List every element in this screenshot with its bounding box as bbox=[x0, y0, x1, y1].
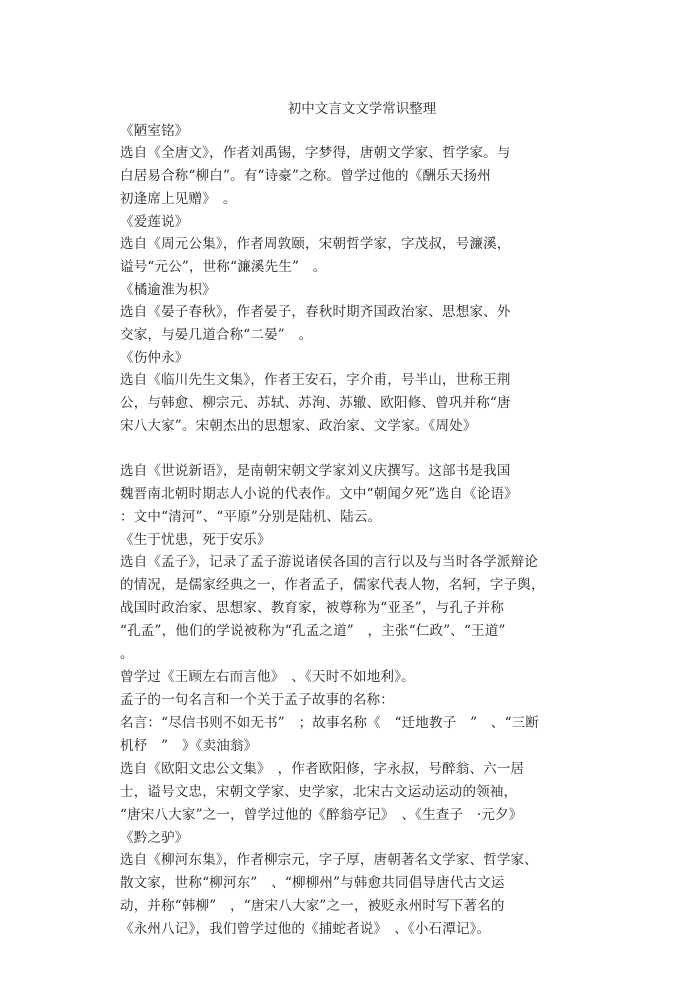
text-line: “唐宋八大家”之一，曾学过他的《醉翁亭记》 、《生查子 ·元夕》 bbox=[120, 807, 523, 823]
text-line: 士，谥号文忠，宋朝文学家、史学家，北宋古文运动运动的领袖， bbox=[120, 784, 518, 800]
text-line: 谥号“元公”，世称“濂溪先生” 。 bbox=[120, 259, 327, 275]
heading-qian-zhi-lv: 《黔之驴》 bbox=[120, 830, 189, 846]
heading-ju-yu-huai-wei-zhi: 《橘逾淮为枳》 bbox=[120, 282, 216, 298]
heading-ai-lian-shuo: 《爱莲说》 bbox=[120, 214, 189, 230]
heading-lou-shi-ming: 《陋室铭》 bbox=[120, 123, 189, 139]
text-line: 的情况，是儒家经典之一，作者孟子，儒家代表人物，名轲，字子舆， bbox=[120, 577, 545, 593]
blank-line bbox=[120, 438, 590, 460]
document-title: 初中文言文文学常识整理 bbox=[287, 101, 437, 117]
text-line: 。 bbox=[120, 646, 134, 662]
text-line: 选自《周元公集》，作者周敦颐，宋朝哲学家，字茂叔，号濂溪， bbox=[120, 236, 511, 252]
text-line: 散文家，世称“柳河东” 、“柳柳州”与韩愈共同倡导唐代古文运 bbox=[120, 875, 505, 891]
text-line: 选自《欧阳文忠公文集》 ，作者欧阳修，字永叔，号醉翁、六一居 bbox=[120, 761, 525, 777]
text-line: 战国时政治家、思想家、教育家，被尊称为“亚圣”，与孔子并称 bbox=[120, 600, 505, 616]
text-line: 选自《孟子》，记录了孟子游说诸侯各国的言行以及与当时各学派辩论 bbox=[120, 554, 538, 570]
text-line: 孟子的一句名言和一个关于孟子故事的名称： bbox=[120, 692, 394, 708]
text-line: 宋八大家”。宋朝杰出的思想家、政治家、文学家。《周处》 bbox=[120, 418, 477, 434]
text-line: 动，并称“韩柳” ，“唐宋八大家”之一，被贬永州时写下著名的 bbox=[120, 898, 505, 914]
text-line: 白居易合称“柳白”。有“诗豪”之称。曾学过他的《酬乐天扬州 bbox=[120, 168, 491, 184]
text-line: 选自《临川先生文集》，作者王安石，字介甫，号半山，世称王荆 bbox=[120, 372, 511, 388]
text-line: 选自《晏子春秋》，作者晏子，春秋时期齐国政治家、思想家、外 bbox=[120, 304, 511, 320]
text-line: 初逢席上见赠》 。 bbox=[120, 191, 237, 207]
text-line: 《永州八记》，我们曾学过他的《捕蛇者说》 、《小石潭记》。 bbox=[120, 921, 491, 937]
text-line: 选自《全唐文》，作者刘禹锡，字梦得，唐朝文学家、哲学家。与 bbox=[120, 145, 511, 161]
text-line: 机杼 ” 》《卖油翁》 bbox=[120, 738, 258, 754]
text-line: ：文中“清河”、“平原”分别是陆机、陆云。 bbox=[120, 509, 382, 525]
text-line: 曾学过《王顾左右而言他》 、《天时不如地利》。 bbox=[120, 669, 415, 685]
text-line: “孔孟”，他们的学说被称为“孔孟之道” ，主张“仁政”、“王道” bbox=[120, 623, 506, 639]
text-line: 公，与韩愈、柳宗元、苏轼、苏洵、苏辙、欧阳修、曾巩并称“唐 bbox=[120, 395, 511, 411]
text-line: 魏晋南北朝时期志人小说的代表作。文中“朝闻夕死”选自《论语》 bbox=[120, 486, 518, 502]
text-line: 选自《柳河东集》，作者柳宗元，字子厚，唐朝著名文学家、哲学家、 bbox=[120, 852, 538, 868]
heading-shang-zhong-yong: 《伤仲永》 bbox=[120, 350, 189, 366]
heading-sheng-yu-you-huan: 《生于忧患，死于安乐》 bbox=[120, 532, 271, 548]
document-page bbox=[120, 98, 590, 941]
text-line: 交家，与晏几道合称“二晏” 。 bbox=[120, 327, 313, 343]
text-line: 名言：“尽信书则不如无书” ；故事名称《 “迁地教子 ” 、“三断 bbox=[120, 715, 540, 731]
text-line: 选自《世说新语》，是南朝宋朝文学家刘义庆撰写。这部书是我国 bbox=[120, 463, 511, 479]
